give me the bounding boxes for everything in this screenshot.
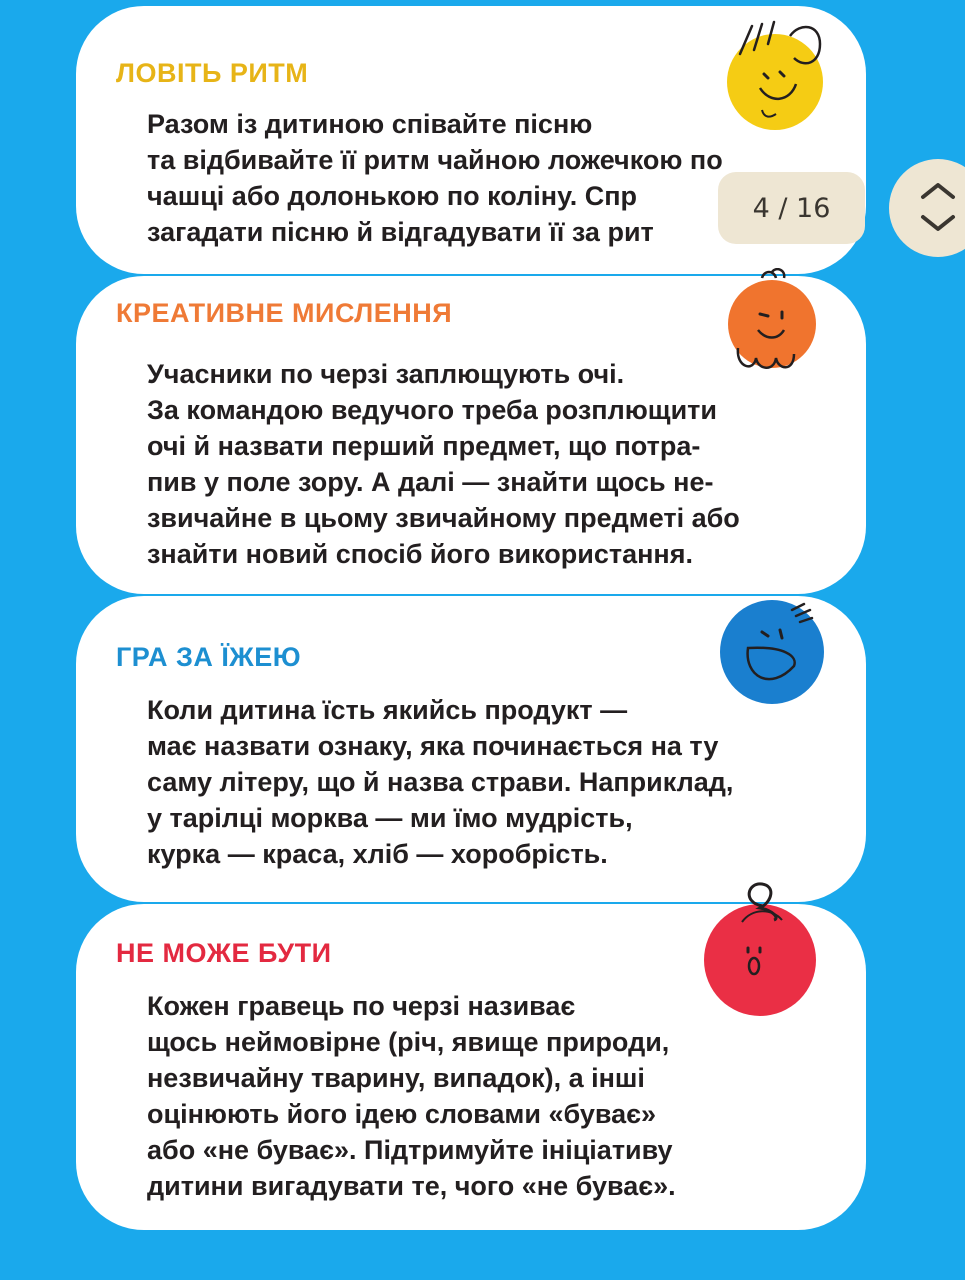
page-counter bbox=[718, 172, 865, 244]
text-line: або «не буває». Підтримуйте ініціативу bbox=[147, 1135, 673, 1165]
text-line: очі й назвати перший предмет, що потра- bbox=[147, 431, 701, 461]
text-line: та відбивайте її ритм чайною ложечкою по bbox=[147, 145, 723, 175]
text-line: Коли дитина їсть якийсь продукт — bbox=[147, 695, 628, 725]
text-line: оцінюють його ідею словами «буває» bbox=[147, 1099, 657, 1129]
card-title: КРЕАТИВНЕ МИСЛЕННЯ bbox=[116, 298, 453, 328]
activity-card-creative-thinking bbox=[76, 276, 866, 594]
page-counter-label: 4 / 16 bbox=[752, 192, 831, 224]
card-title: ЛОВІТЬ РИТМ bbox=[116, 58, 309, 88]
text-line: у тарілці морква — ми їмо мудрість, bbox=[147, 803, 633, 833]
card-title: ГРА ЗА ЇЖЕЮ bbox=[116, 642, 302, 672]
card-text bbox=[147, 692, 847, 872]
activity-card-cannot-be bbox=[76, 904, 866, 1230]
text-line: має назвати ознаку, яка починається на ту bbox=[147, 731, 719, 761]
card-title: НЕ МОЖЕ БУТИ bbox=[116, 938, 332, 968]
text-line: Разом із дитиною співайте пісню bbox=[147, 109, 593, 139]
text-line: Кожен гравець по черзі називає bbox=[147, 991, 576, 1021]
chevron-up-down-icon bbox=[889, 159, 965, 257]
activity-card-food-game bbox=[76, 596, 866, 902]
card-text bbox=[147, 988, 847, 1204]
text-line: щось неймовірне (річ, явище природи, bbox=[147, 1027, 670, 1057]
text-line: незвичайну тварину, випадок), а інші bbox=[147, 1063, 645, 1093]
text-line: загадати пісню й відгадувати її за рит bbox=[147, 217, 654, 247]
surprised-face-icon bbox=[702, 878, 822, 1018]
text-line: чашці або долонькою по коліну. Спр bbox=[147, 181, 638, 211]
text-line: курка — краса, хліб — хоробрість. bbox=[147, 839, 608, 869]
page-navigation-button[interactable] bbox=[889, 159, 965, 257]
laughing-face-icon bbox=[714, 596, 834, 706]
text-line: саму літеру, що й назва страви. Наприклад, bbox=[147, 767, 734, 797]
text-line: дитини вигадувати те, чого «не буває». bbox=[147, 1171, 676, 1201]
winking-face-icon bbox=[720, 268, 830, 388]
text-line: пив у поле зору. А далі — знайти щось не- bbox=[147, 467, 714, 497]
text-line: Учасники по черзі заплющують очі. bbox=[147, 359, 625, 389]
smiling-face-icon bbox=[720, 14, 830, 134]
card-text bbox=[147, 356, 847, 572]
text-line: За командою ведучого треба розплющити bbox=[147, 395, 717, 425]
text-line: знайти новий спосіб його використання. bbox=[147, 539, 693, 569]
text-line: звичайне в цьому звичайному предметі або bbox=[147, 503, 740, 533]
